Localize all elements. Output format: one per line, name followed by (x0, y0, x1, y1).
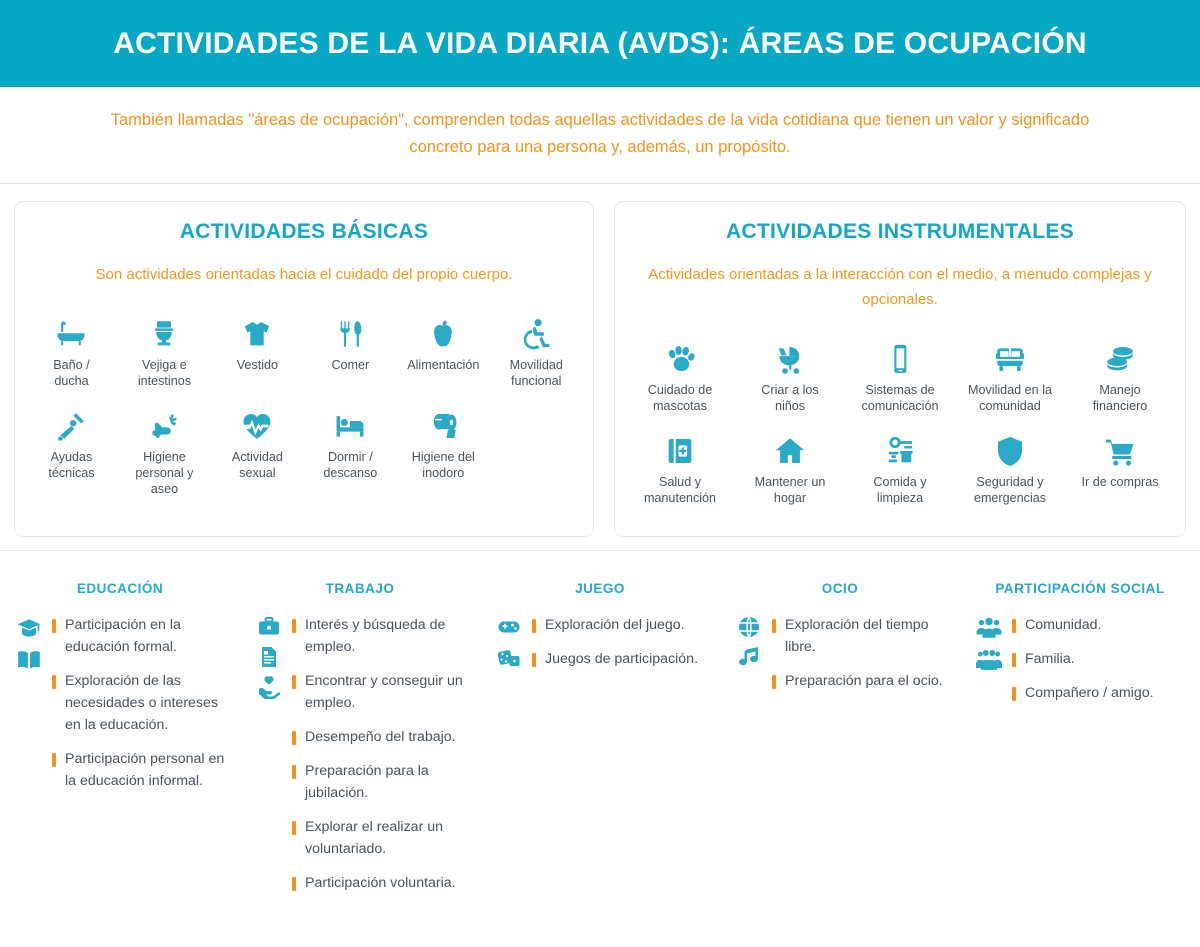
activity-item (625, 424, 735, 516)
column-body (246, 614, 474, 906)
page-title: ACTIVIDADES DE LA VIDA DIARIA (AVDS): ÁREAS DE OCUPACIÓN (113, 26, 1087, 60)
column-list (52, 614, 234, 804)
list-item (1012, 682, 1194, 704)
music-note-icon (737, 645, 761, 669)
icon-grid-basicas (25, 307, 583, 507)
list-item-text: Preparación para la jubilación. (305, 763, 429, 801)
activity-label: Seguridad y emergencias (973, 475, 1047, 505)
column-list (532, 614, 714, 682)
hand-wash-icon (147, 403, 181, 443)
list-item (52, 614, 234, 658)
home-icon (773, 428, 807, 468)
card-title-instrumentales: ACTIVIDADES INSTRUMENTALES (725, 220, 1075, 243)
column-icons (6, 614, 52, 804)
activity-label: Vestido (236, 358, 279, 372)
bullet-marker (1012, 619, 1016, 633)
shield-icon (993, 428, 1027, 468)
occupation-columns (0, 550, 1200, 906)
column-body (726, 614, 954, 704)
bullet-marker (292, 877, 296, 891)
list-item-text: Participación voluntaria. (305, 875, 456, 891)
cooking-icon (883, 428, 917, 468)
toilet-icon (147, 311, 181, 351)
activity-label: Baño / ducha (53, 358, 90, 388)
activity-label: Movilidad en la comunidad (967, 383, 1052, 413)
list-item-text: Encontrar y conseguir un empleo. (305, 673, 463, 711)
column-title-juego: JUEGO (575, 581, 625, 596)
activity-label: Mantener un hogar (754, 475, 826, 505)
column-title-ocio: OCIO (821, 581, 859, 596)
activity-item (1065, 424, 1175, 516)
list-item (532, 614, 714, 636)
activity-label: Movilidad funcional (509, 358, 563, 388)
shopping-cart-icon (1103, 428, 1137, 468)
list-item (292, 614, 474, 658)
activity-item (25, 399, 118, 507)
bullet-marker (292, 619, 296, 633)
heartbeat-icon (240, 403, 274, 443)
list-item-text: Explorar el realizar un voluntariado. (305, 819, 443, 857)
crutch-icon (54, 403, 88, 443)
intro-text: También llamadas "áreas de ocupación", comprenden todas aquellas actividades de la vida cotidiana que tienen un valor y significado concreto para una persona y, además, un propósito. (110, 111, 1090, 156)
occupation-column-participacion-social (960, 581, 1200, 906)
activity-label: Ir de compras (1081, 475, 1159, 489)
list-item-text: Desempeño del trabajo. (305, 729, 456, 745)
toilet-paper-icon (426, 403, 460, 443)
list-item-text: Compañero / amigo. (1025, 685, 1154, 701)
activity-label: Dormir / descanso (323, 450, 378, 480)
bullet-marker (52, 753, 56, 767)
occupation-column-educacion (0, 581, 240, 906)
list-item (292, 760, 474, 804)
icon-grid-instrumentales (625, 332, 1175, 516)
activity-item (845, 332, 955, 424)
activity-label: Manejo financiero (1092, 383, 1148, 413)
column-list (292, 614, 474, 906)
activity-label: Alimentación (407, 358, 480, 372)
occupation-column-juego (480, 581, 720, 906)
list-item (292, 816, 474, 860)
list-item (1012, 648, 1194, 670)
activity-label: Higiene del inodoro (411, 450, 475, 480)
card-subtitle-basicas: Son actividades orientadas hacia el cuidado del propio cuerpo. (95, 266, 513, 283)
bus-icon (993, 336, 1027, 376)
list-item-text: Exploración del tiempo libre. (785, 617, 929, 655)
list-item-text: Interés y búsqueda de empleo. (305, 617, 446, 655)
activity-item (735, 332, 845, 424)
activity-label: Cuidado de mascotas (647, 383, 713, 413)
occupation-column-trabajo (240, 581, 480, 906)
list-item (772, 614, 954, 658)
card-title-basicas: ACTIVIDADES BÁSICAS (179, 220, 429, 243)
smartphone-icon (883, 336, 917, 376)
coins-icon (1103, 336, 1137, 376)
bullet-marker (1012, 653, 1016, 667)
occupation-column-ocio (720, 581, 960, 906)
activity-item (625, 332, 735, 424)
activity-item (490, 307, 583, 399)
list-item (1012, 614, 1194, 636)
card-actividades-instrumentales (614, 201, 1186, 537)
activity-item (211, 307, 304, 399)
bathtub-icon (54, 311, 88, 351)
list-item (292, 872, 474, 894)
column-list (772, 614, 954, 704)
activity-label: Criar a los niños (761, 383, 819, 413)
activity-item (955, 424, 1065, 516)
bullet-marker (292, 731, 296, 745)
activity-item (304, 399, 397, 507)
paw-icon (663, 336, 697, 376)
fork-knife-icon (333, 311, 367, 351)
tshirt-icon (240, 311, 274, 351)
bullet-marker (52, 675, 56, 689)
list-item-text: Comunidad. (1025, 617, 1102, 633)
activity-item (25, 307, 118, 399)
column-body (6, 614, 234, 804)
bullet-marker (532, 653, 536, 667)
resume-document-icon (257, 645, 281, 669)
activity-item (397, 399, 490, 507)
list-item (532, 648, 714, 670)
activity-item (211, 399, 304, 507)
card-actividades-basicas (14, 201, 594, 537)
wheelchair-icon (519, 311, 553, 351)
card-subtitle-instrumentales: Actividades orientadas a la interacción con el medio, a menudo complejas y opcionales. (648, 266, 1152, 308)
bullet-marker (1012, 687, 1016, 701)
column-icons (726, 614, 772, 704)
column-icons (246, 614, 292, 906)
list-item-text: Participación en la educación formal. (65, 617, 181, 655)
activity-label: Sistemas de comunicación (861, 383, 939, 413)
graduation-cap-icon (16, 615, 42, 641)
column-body (486, 614, 714, 682)
list-item-text: Preparación para el ocio. (785, 673, 943, 689)
column-icons (966, 614, 1012, 716)
dice-icon (497, 645, 521, 669)
list-item (292, 726, 474, 748)
activity-item (735, 424, 845, 516)
first-aid-kit-icon (663, 428, 697, 468)
list-item-text: Participación personal en la educación informal. (65, 751, 225, 789)
column-title-participacion-social: PARTICIPACIÓN SOCIAL (995, 581, 1165, 596)
activity-item (304, 307, 397, 399)
list-item-text: Exploración de las necesidades o intereses en la educación. (65, 673, 219, 733)
list-item (772, 670, 954, 692)
activity-item (845, 424, 955, 516)
bullet-marker (532, 619, 536, 633)
column-title-educacion: EDUCACIÓN (76, 581, 164, 596)
activity-label: Comer (331, 358, 370, 372)
bullet-marker (772, 619, 776, 633)
people-group-icon (976, 615, 1002, 641)
bed-icon (333, 403, 367, 443)
intro-section (0, 87, 1200, 184)
activity-label: Actividad sexual (231, 450, 283, 480)
list-item-text: Juegos de participación. (545, 651, 699, 667)
gamepad-icon (497, 615, 521, 639)
globe-icon (737, 615, 761, 639)
activity-item (955, 332, 1065, 424)
column-body (966, 614, 1194, 716)
column-icons (486, 614, 532, 682)
open-book-icon (16, 647, 42, 673)
activity-label: Salud y manutención (643, 475, 717, 505)
activity-item (1065, 332, 1175, 424)
activity-label: Ayudas técnicas (48, 450, 95, 480)
list-item-text: Familia. (1025, 651, 1075, 667)
column-title-trabajo: TRABAJO (325, 581, 395, 596)
family-group-icon (976, 647, 1002, 673)
bullet-marker (292, 821, 296, 835)
activity-label: Vejiga e intestinos (137, 358, 192, 388)
activity-label: Higiene personal y aseo (135, 450, 194, 496)
activity-item (397, 307, 490, 399)
apple-icon (426, 311, 460, 351)
list-item (292, 670, 474, 714)
activity-label: Comida y limpieza (873, 475, 927, 505)
bullet-marker (772, 675, 776, 689)
bullet-marker (292, 765, 296, 779)
activity-item (118, 307, 211, 399)
bullet-marker (52, 619, 56, 633)
list-item (52, 670, 234, 736)
hand-heart-icon (257, 675, 281, 699)
cards-row (0, 184, 1200, 537)
briefcase-icon (257, 615, 281, 639)
list-item (52, 748, 234, 792)
bullet-marker (292, 675, 296, 689)
list-item-text: Exploración del juego. (545, 617, 685, 633)
page-header (0, 0, 1200, 87)
activity-item (118, 399, 211, 507)
stroller-icon (773, 336, 807, 376)
column-list (1012, 614, 1194, 716)
